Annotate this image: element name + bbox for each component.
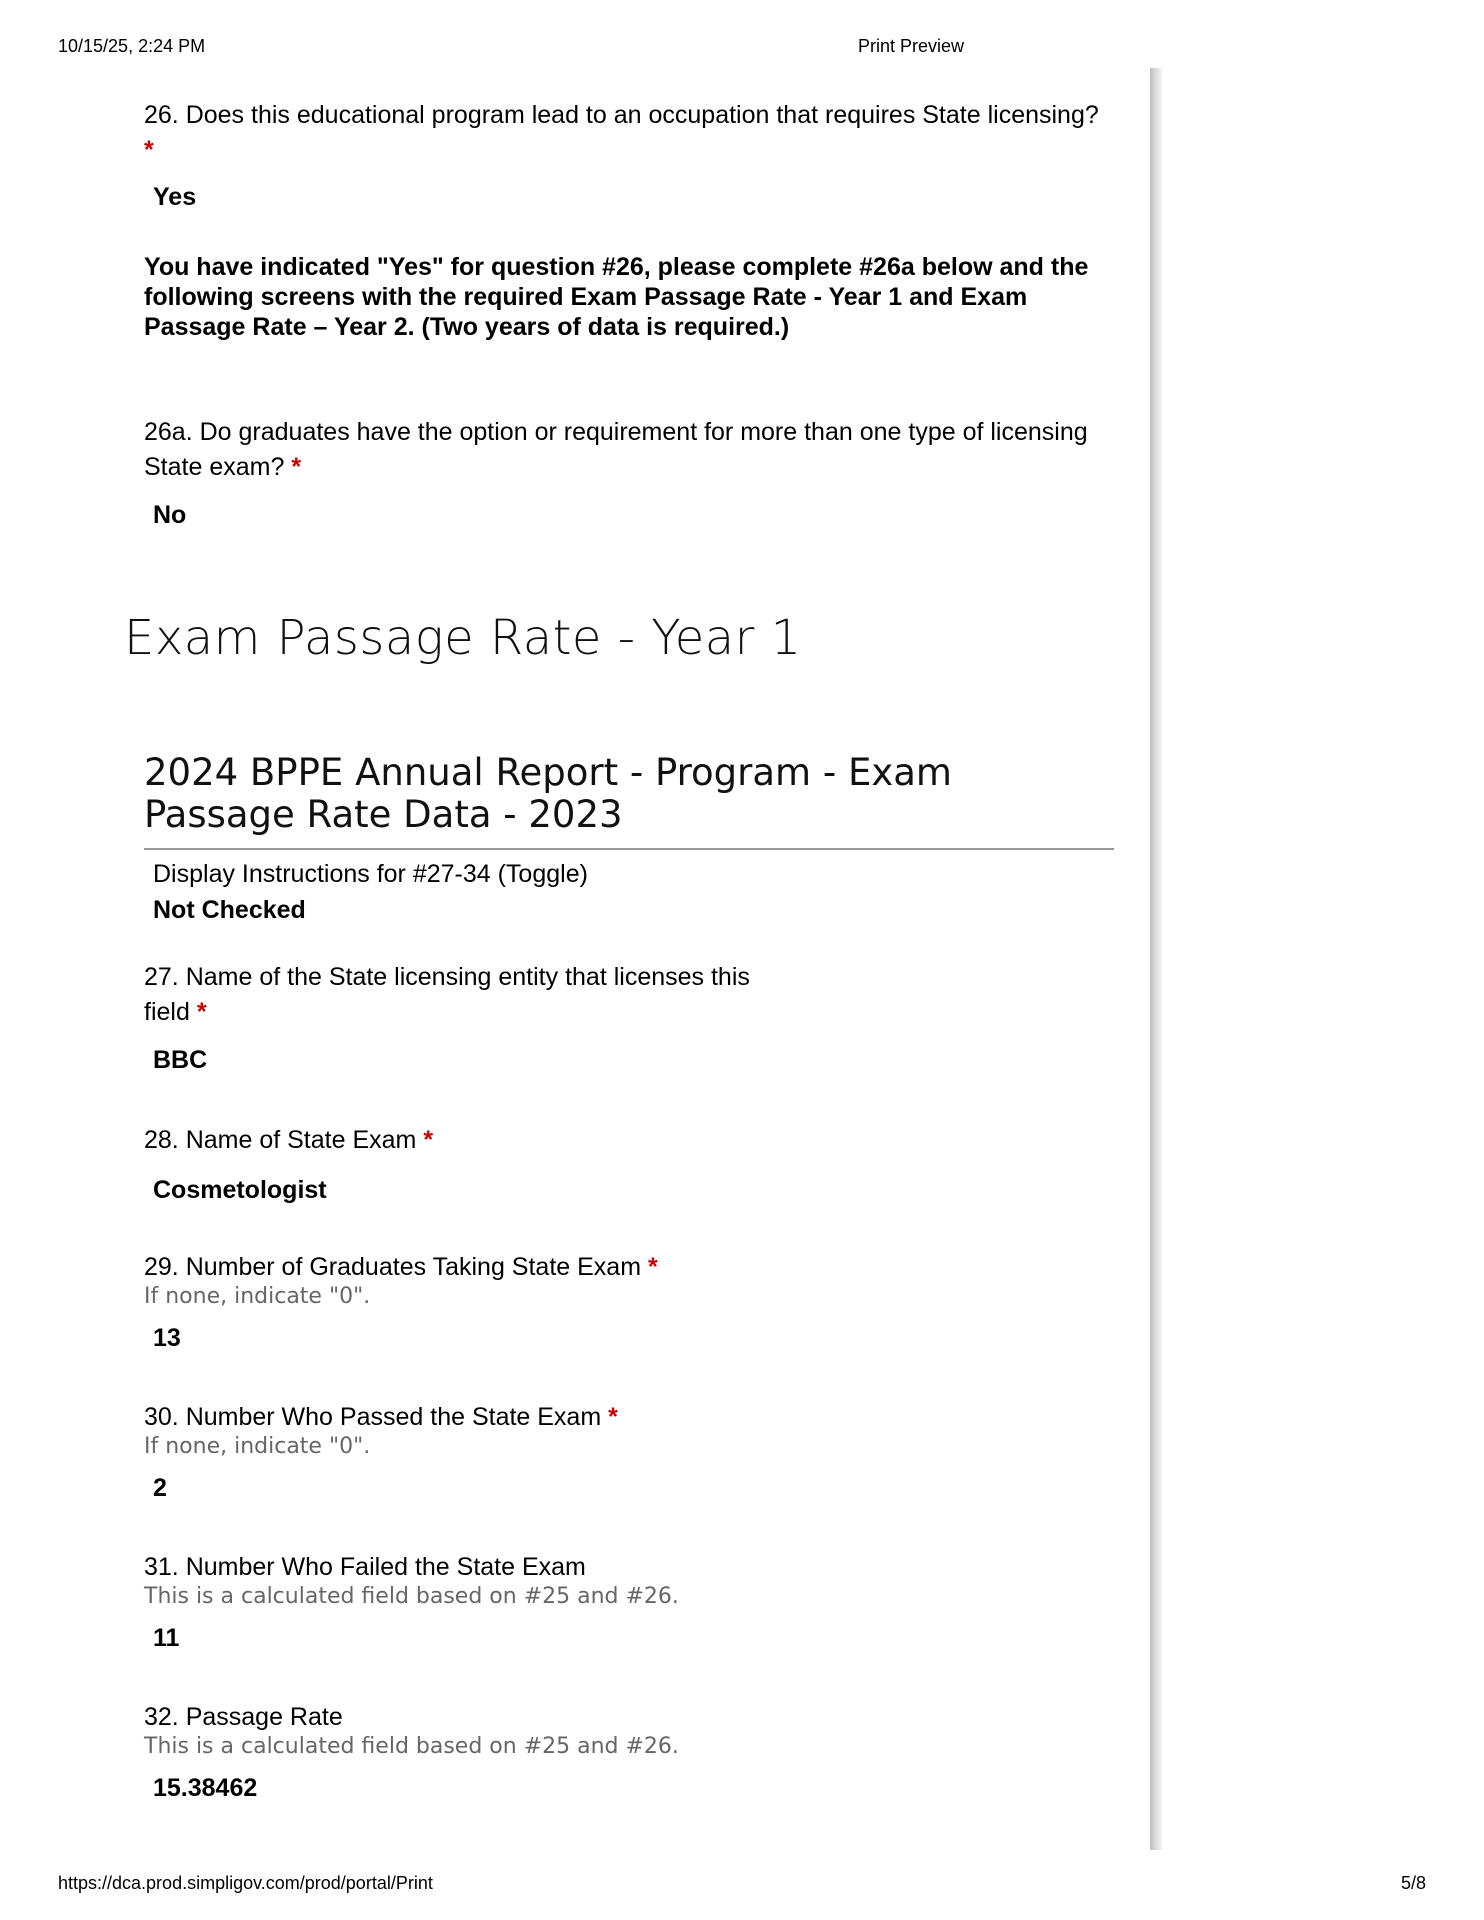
report-title: 2024 BPPE Annual Report - Program - Exam Passage Rate Data - 2023 [144, 751, 952, 836]
answer-27: BBC [153, 1046, 208, 1074]
print-datetime: 10/15/25, 2:24 PM [58, 36, 206, 56]
answer-32: 15.38462 [153, 1774, 258, 1802]
question-30 [144, 1400, 1114, 1435]
answer-31: 11 [153, 1624, 180, 1652]
required-marker: * [647, 1253, 658, 1281]
question-29-label: 29. Number of Graduates Taking State Exam [144, 1253, 642, 1281]
required-marker: * [423, 1126, 434, 1154]
question-29 [144, 1250, 1114, 1285]
toggle-label: Display Instructions for #27-34 (Toggle) [153, 860, 588, 888]
question-27 [144, 960, 1114, 1030]
question-31 [144, 1550, 1114, 1585]
toggle-value: Not Checked [153, 896, 306, 924]
question-31-label: 31. Number Who Failed the State Exam [144, 1553, 586, 1581]
required-marker: * [608, 1403, 618, 1431]
print-url: https://dca.prod.simpligov.com/prod/portal/Print [58, 1873, 433, 1893]
print-footer [58, 1873, 1426, 1897]
required-marker: * [196, 998, 207, 1026]
question-28-label: 28. Name of State Exam [144, 1126, 417, 1154]
question-27-label-line2: field [144, 998, 190, 1026]
hint-29: If none, indicate "0". [144, 1284, 371, 1309]
panel-shadow [1150, 68, 1164, 1850]
question-32 [144, 1700, 1114, 1735]
question-26-label: 26. Does this educational program lead to an occupation that requires State licensing? [144, 101, 1099, 129]
answer-28: Cosmetologist [153, 1176, 327, 1204]
question-26a-label: 26a. Do graduates have the option or requirement for more than one type of licensing State exam? [144, 418, 1088, 481]
question-27-label-line1: 27. Name of the State licensing entity that licenses this [144, 963, 750, 991]
question-26a [144, 415, 1114, 485]
title-divider [144, 848, 1114, 850]
print-title: Print Preview [858, 36, 965, 56]
question-26 [144, 98, 1114, 168]
required-marker: * [291, 453, 302, 481]
answer-30: 2 [153, 1474, 167, 1502]
hint-30: If none, indicate "0". [144, 1434, 371, 1459]
required-marker: * [144, 136, 154, 164]
notice-text: You have indicated "Yes" for question #26, please complete #26a below and the following screens with the required Exam Passage Rate - Year 1 and Exam Passage Rate – Year 2. (Two years of data is required.) [144, 253, 1089, 341]
section-title: Exam Passage Rate - Year 1 [124, 610, 802, 666]
answer-29: 13 [153, 1324, 181, 1352]
answer-26a: No [153, 501, 187, 529]
hint-31: This is a calculated field based on #25 and #26. [144, 1584, 679, 1609]
hint-32: This is a calculated field based on #25 and #26. [144, 1734, 679, 1759]
question-28 [144, 1123, 1114, 1158]
question-32-label: 32. Passage Rate [144, 1703, 343, 1731]
question-30-label: 30. Number Who Passed the State Exam [144, 1403, 602, 1431]
answer-26: Yes [153, 183, 197, 211]
page-number: 5/8 [1400, 1873, 1426, 1893]
